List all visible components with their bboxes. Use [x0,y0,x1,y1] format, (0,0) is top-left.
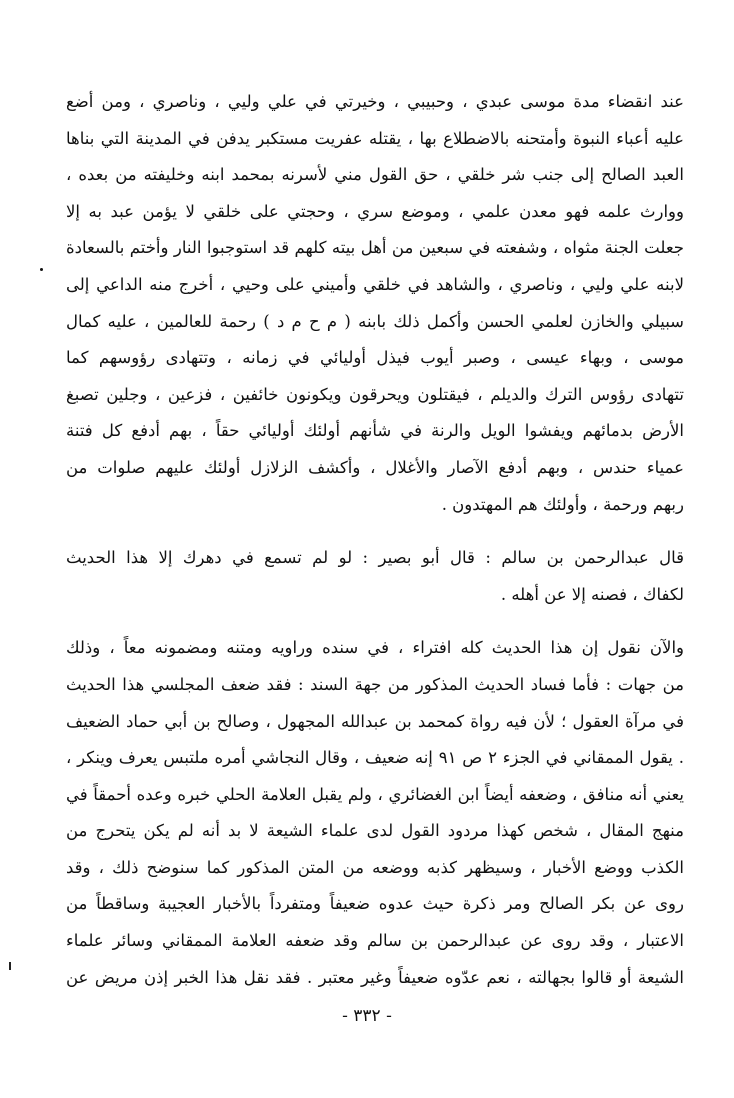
paragraph-narrator-quote [66,540,684,613]
text-line: عليه أعباء النبوة وأمتحنه بالاضطلاع بها ، يقتله عفريت مستكبر يدفن في المدينة التي بناها [66,128,684,148]
page-number: - ٣٣٢ - [342,1006,392,1026]
text-line: سبيلي والخازن لعلمي الحسن وأكمل ذلك بابنه ( م ح م د ) رحمة للعالمين ، عليه كمال [66,311,684,331]
text-line: يعني أنه منافق ، وضعفه أيضاً ابن الغضائري ، ولم يقبل العلامة الحلي خبره وعده أحمقاً في [66,784,684,804]
scan-speck [40,268,43,271]
scan-edge-mark [9,962,11,970]
text-line: الأرض بدمائهم ويفشوا الويل والرنة في شأنهم أولئك أوليائي حقاً ، بهم أدفع كل فتنة [66,421,684,441]
text-line: الشيعة أو قالوا بجهالته ، نعم عدّوه ضعيفاً وغير معتبر . فقد نقل هذا الخبر إذن مريض عن [66,967,684,987]
text-line: ربهم ورحمة ، وأولئك هم المهتدون . [441,494,684,514]
paragraph-critique [66,630,684,996]
text-line: في مرآة العقول ؛ لأن فيه رواة كمحمد بن عبدالله المجهول ، وصالح بن أبي حماد الضعيف [66,711,684,731]
text-line: العبد الصالح إلى جنب شر خلقي ، حق القول مني لأسرنه بمحمد ابنه وخليفته من بعده ، [66,165,684,185]
text-line: روى عن بكر الصالح ومر ذكرة حيث عدوه ضعيفاً ومتفرداً بالأخبار العجيبة وساقطاً من [66,894,684,914]
text-line: جعلت الجنة مثواه ، وشفعته في سبعين من أهل بيته كلهم قد استوجبوا النار وأختم بالسعادة [66,238,684,258]
text-line: موسى ، وبهاء عيسى ، وصبر أيوب فيذل أوليائي في زمانه ، وتتهادى رؤوسهم كما [66,348,684,368]
text-line: تتهادى رؤوس الترك والديلم ، فيقتلون ويحرقون ويكونون خائفين ، فزعين ، وجلين تصبغ [66,384,684,404]
text-line: عند انقضاء مدة موسى عبدي ، وحبيبي ، وخيرتي في علي وليي ، وناصري ، ومن أضع [66,92,684,111]
text-line: الاعتبار ، وقد روى عن عبدالرحمن بن سالم وقد ضعفه العلامة الممقاني وسائر علماء [66,931,684,951]
paragraph-gap [66,523,684,540]
text-line: لكفاك ، فصنه إلا عن أهله . [500,584,684,604]
text-line: عمياء حندس ، وبهم أدفع الآصار والأغلال ، وأكشف الزلازل أولئك عليهم صلوات من [66,457,684,477]
text-line: من جهات : فأما فساد الحديث المذكور من جهة السند : فقد ضعف المجلسي هذا الحديث [66,674,684,694]
text-line: . يقول الممقاني في الجزء ٢ ص ٩١ إنه ضعيف ، وقال النجاشي أمره ملتبس يعرف وينكر ، [66,748,684,768]
page-body [66,84,684,996]
text-line: ووارث علمه فهو معدن علمي ، وموضع سري ، وحجتي على خلقي لا يؤمن عبد به إلا [66,201,684,221]
text-line: قال عبدالرحمن بن سالم : قال أبو بصير : لو لم تسمع في دهرك إلا هذا الحديث [66,548,684,568]
text-line: لابنه علي وليي ، وناصري ، والشاهد في خلقي وأميني على وحيي ، أخرج منه الداعي إلى [66,274,684,294]
text-line: الكذب ووضع الأخبار ، وسيظهر كذبه ووضعه من المتن المذكور كما سنوضح ذلك ، وقد [66,857,684,877]
text-line: منهج المقال ، شخص كهذا مردود القول لدى علماء الشيعة لا بد أنه لم يكن يتحرج من [66,821,684,841]
paragraph-hadith-text [66,84,684,523]
text-line: والآن نقول إن هذا الحديث كله افتراء ، في سنده وراويه ومتنه ومضمونه معاً ، وذلك [66,638,684,658]
paragraph-gap [66,613,684,630]
